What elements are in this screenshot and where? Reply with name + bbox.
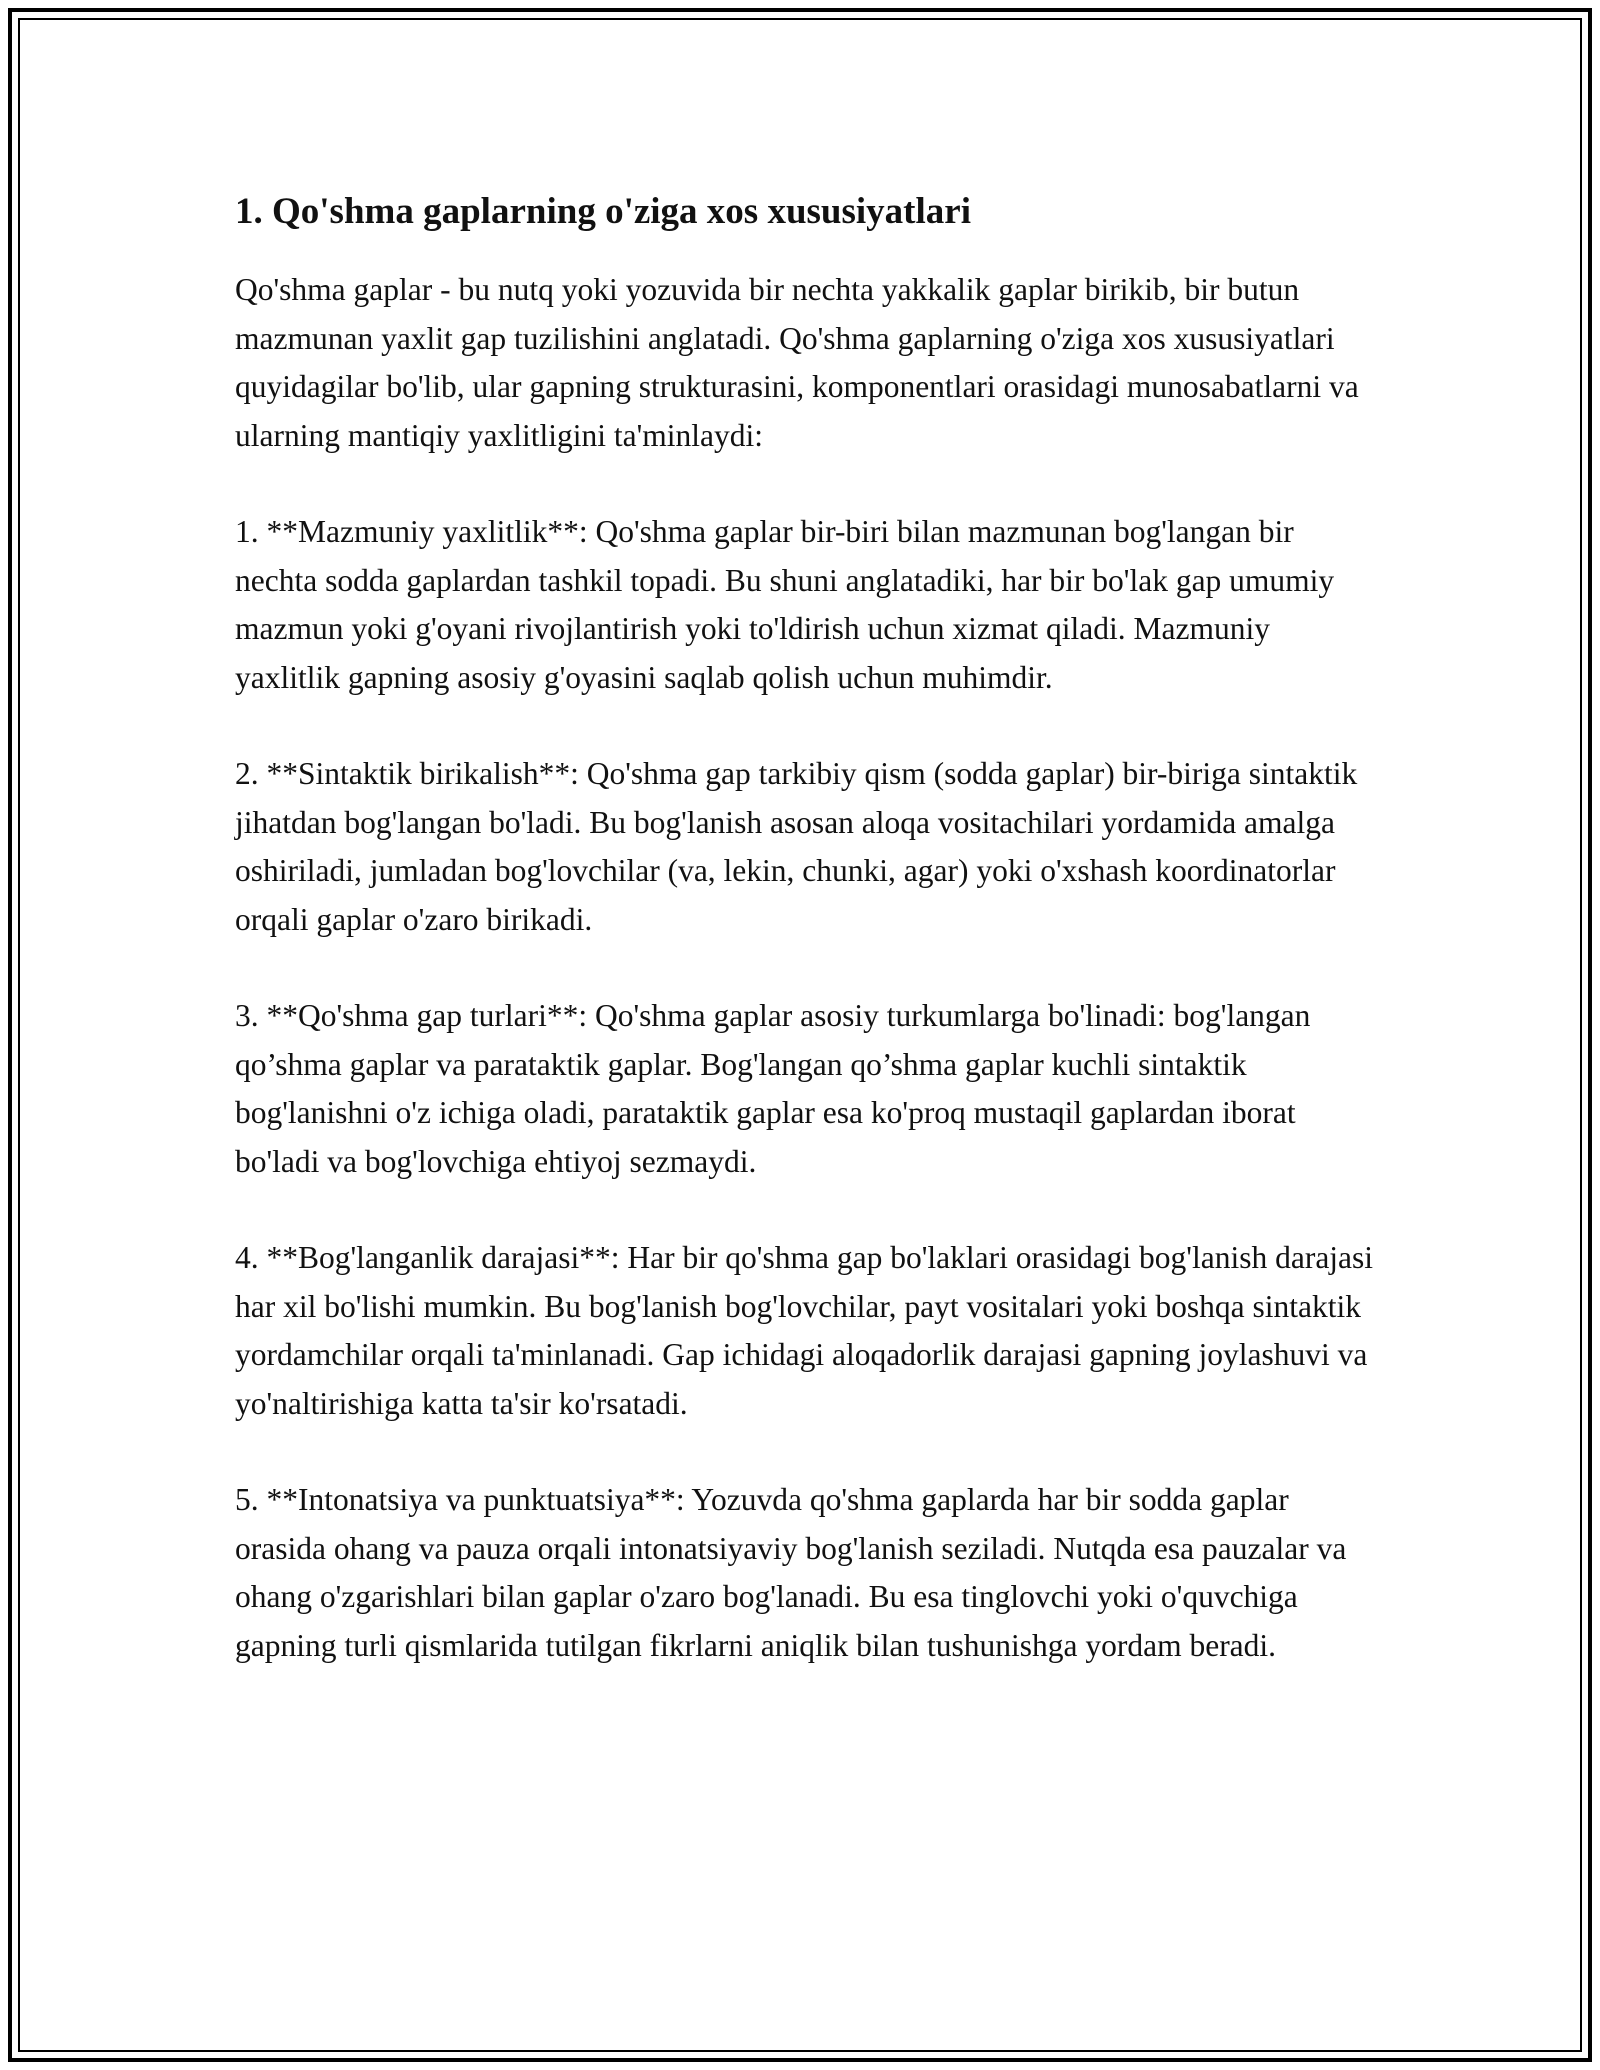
document-body [235, 188, 1375, 1718]
intro-paragraph: Qo'shma gaplar - bu nutq yoki yozuvida bir nechta yakkalik gaplar birikib, bir butun mazmunan yaxlit gap tuzilishini anglatadi. Qo'shma gaplarning o'ziga xos xususiyatlari quyidagilar bo'lib, ular gapning strukturasini, komponentlari orasidagi munosabatlarni va ularning mantiqiy yaxlitligini ta'minlaydi: [235, 272, 1359, 453]
point-5-paragraph: 5. **Intonatsiya va punktuatsiya**: Yozuvda qo'shma gaplarda har bir sodda gaplar orasida ohang va pauza orqali intonatsiyaviy bog'lanish seziladi. Nutqda esa pauzalar va ohang o'zgarishlari bilan gaplar o'zaro bog'lanadi. Bu esa tinglovchi yoki o'quvchiga gapning turli qismlarida tutilgan fikrlarni aniqlik bilan tushunishga yordam beradi. [235, 1482, 1347, 1663]
point-2-paragraph: 2. **Sintaktik birikalish**: Qo'shma gap tarkibiy qism (sodda gaplar) bir-biriga sintaktik jihatdan bog'langan bo'ladi. Bu bog'lanish asosan aloqa vositachilari yordamida amalga oshiriladi, jumladan bog'lovchilar (va, lekin, chunki, agar) yoki o'xshash koordinatorlar orqali gaplar o'zaro birikadi. [235, 756, 1358, 937]
point-3-paragraph: 3. **Qo'shma gap turlari**: Qo'shma gaplar asosiy turkumlarga bo'linadi: bog'langan qo’shma gaplar va parataktik gaplar. Bog'langan qo’shma gaplar kuchli sintaktik bog'lanishni o'z ichiga oladi, parataktik gaplar esa ko'proq mustaqil gaplardan iborat bo'ladi va bog'lovchiga ehtiyoj sezmaydi. [235, 998, 1311, 1179]
section-heading: 1. Qo'shma gaplarning o'ziga xos xususiyatlari [235, 191, 971, 232]
point-1-paragraph: 1. **Mazmuniy yaxlitlik**: Qo'shma gaplar bir-biri bilan mazmunan bog'langan bir nechta sodda gaplardan tashkil topadi. Bu shuni anglatadiki, har bir bo'lak gap umumiy mazmun yoki g'oyani rivojlantirish yoki to'ldirish uchun xizmat qiladi. Mazmuniy yaxlitlik gapning asosiy g'oyasini saqlab qolish uchun muhimdir. [235, 514, 1335, 695]
point-4-paragraph: 4. **Bog'langanlik darajasi**: Har bir qo'shma gap bo'laklari orasidagi bog'lanish darajasi har xil bo'lishi mumkin. Bu bog'lanish bog'lovchilar, payt vositalari yoki boshqa sintaktik yordamchilar orqali ta'minlanadi. Gap ichidagi aloqadorlik darajasi gapning joylashuvi va yo'naltirishiga katta ta'sir ko'rsatadi. [235, 1240, 1374, 1421]
